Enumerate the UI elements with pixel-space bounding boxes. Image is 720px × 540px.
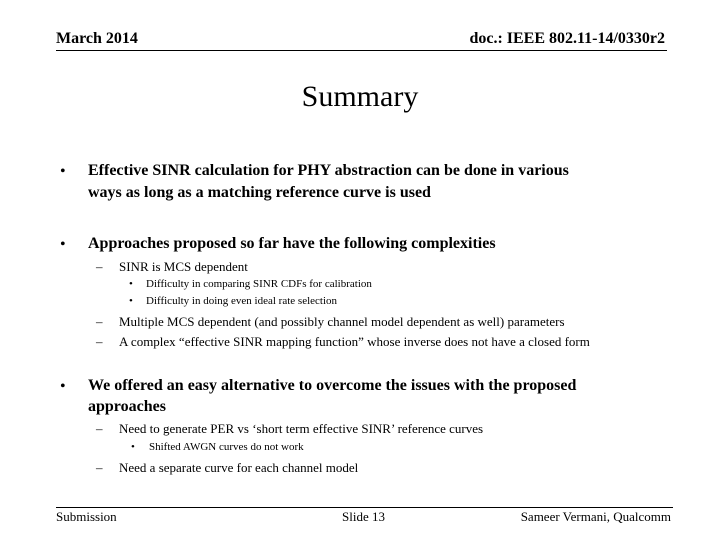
footer-submission: Submission	[56, 509, 117, 524]
footer-author: Sameer Vermani, Qualcomm	[520, 509, 671, 524]
bullet-marker: •	[60, 236, 66, 253]
header-date: March 2014	[56, 30, 138, 47]
sub-sub-bullet-text: Difficulty in comparing SINR CDFs for calibration	[146, 278, 372, 290]
sub-sub-bullet-marker: •	[129, 278, 133, 290]
sub-sub-bullet-text: Shifted AWGN curves do not work	[149, 441, 304, 453]
sub-bullet-marker: –	[96, 460, 103, 475]
footer-rule	[56, 507, 673, 508]
header-doc-id: doc.: IEEE 802.11-14/0330r2	[469, 30, 665, 47]
sub-bullet-text: A complex “effective SINR mapping function” whose inverse does not have a closed form	[119, 334, 590, 349]
bullet-2-line-1: Approaches proposed so far have the following complexities	[88, 235, 496, 252]
slide-title: Summary	[301, 80, 419, 113]
sub-bullet-text: Need a separate curve for each channel model	[119, 460, 359, 475]
bullet-1-line-2: ways as long as a matching reference curve is used	[88, 184, 431, 201]
bullet-3-line-2: approaches	[88, 398, 166, 415]
sub-bullet-marker: –	[96, 259, 103, 274]
footer-slide-number: Slide 13	[342, 509, 385, 524]
header-rule	[56, 50, 667, 51]
sub-bullet-text: Need to generate PER vs ‘short term effective SINR’ reference curves	[119, 421, 484, 436]
sub-bullet-marker: –	[96, 314, 103, 329]
sub-bullet-marker: –	[96, 334, 103, 349]
sub-sub-bullet-text: Difficulty in doing even ideal rate selection	[146, 295, 338, 307]
bullet-marker: •	[60, 378, 66, 395]
sub-sub-bullet-marker: •	[129, 295, 133, 307]
sub-bullet-text: SINR is MCS dependent	[119, 259, 248, 274]
sub-bullet-text: Multiple MCS dependent (and possibly channel model dependent as well) parameters	[119, 314, 565, 329]
bullet-3-line-1: We offered an easy alternative to overcome the issues with the proposed	[88, 377, 577, 394]
sub-sub-bullet-marker: •	[131, 441, 135, 453]
bullet-marker: •	[60, 163, 66, 180]
bullet-1-line-1: Effective SINR calculation for PHY abstraction can be done in various	[88, 162, 569, 179]
sub-bullet-marker: –	[96, 421, 103, 436]
